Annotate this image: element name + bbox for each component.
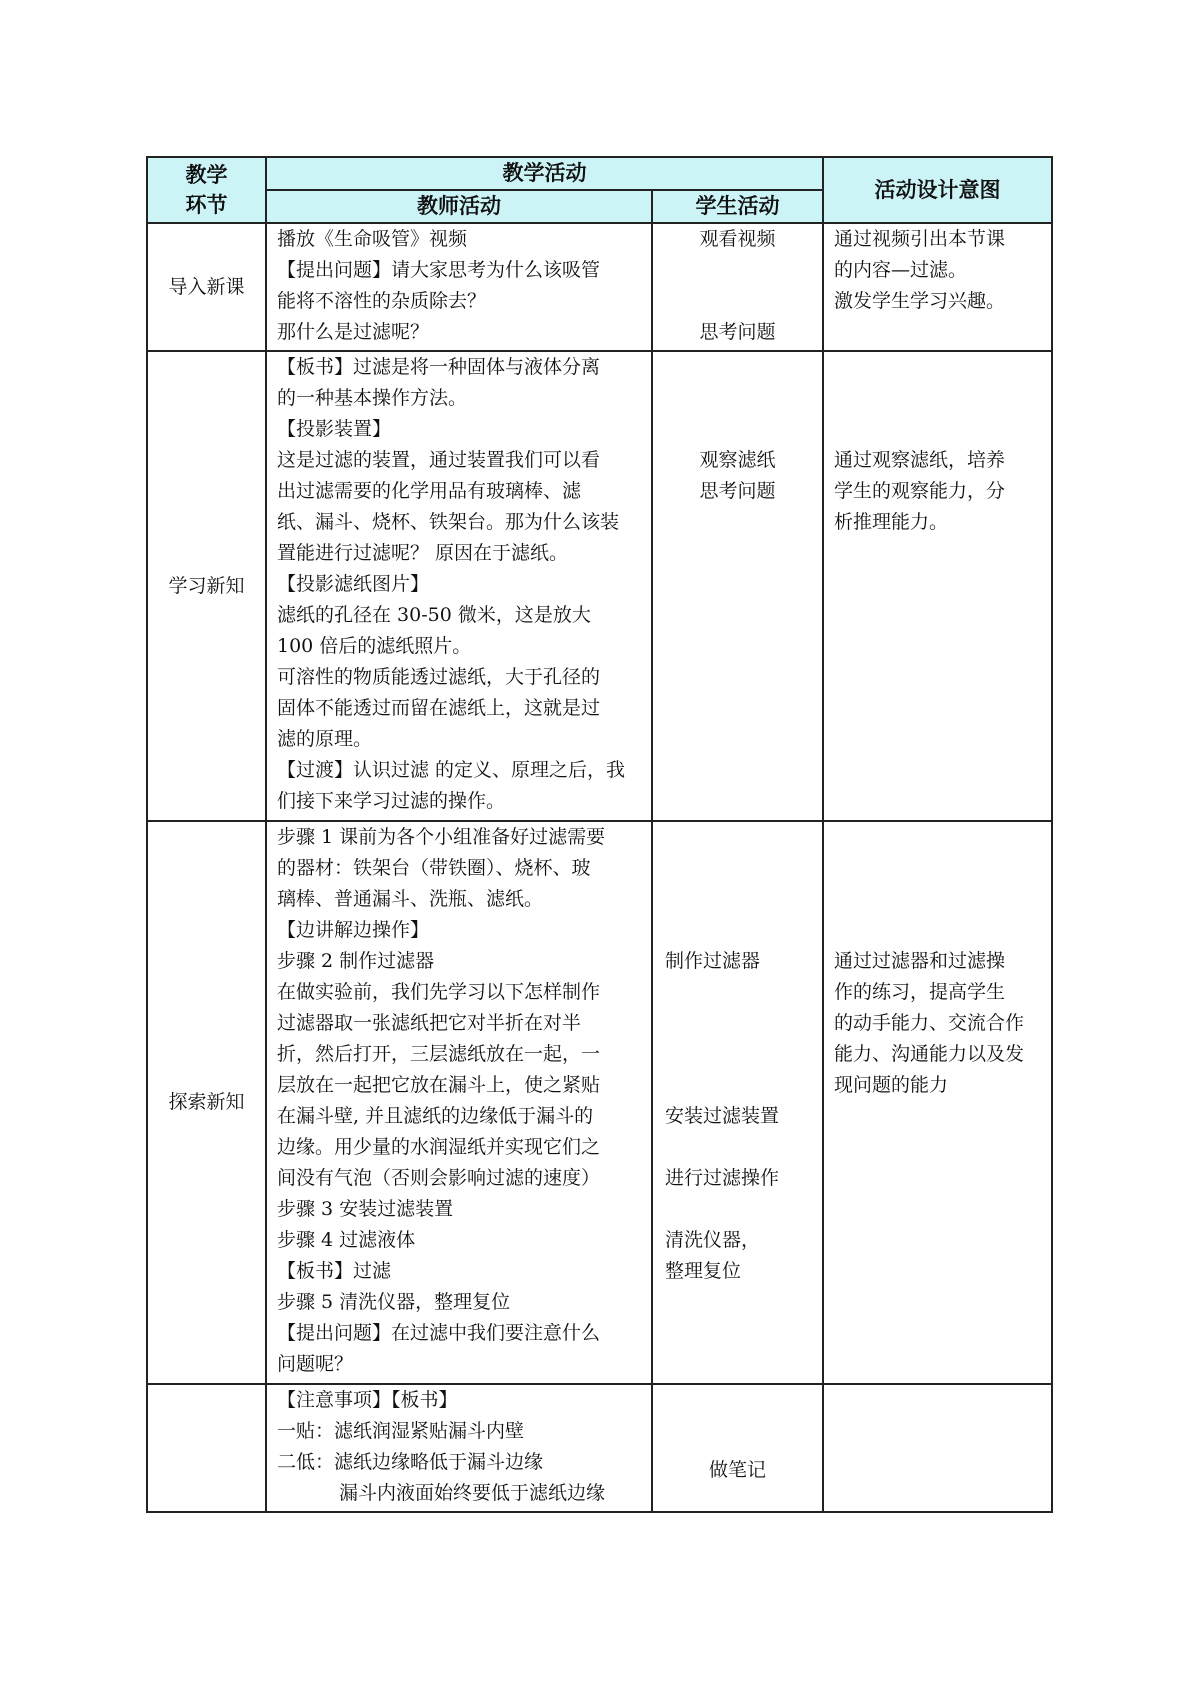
teacher-line: 一贴：滤纸润湿紧贴漏斗内壁 [277,1420,525,1442]
student-cell [652,821,823,1384]
teacher-line: 步骤 4 过滤液体 [277,1229,416,1251]
header-section-line-2: 环节 [185,193,228,217]
teacher-cell [266,351,652,821]
student-line: 做笔记 [708,1459,766,1481]
spacer [665,977,818,1008]
spacer [665,884,818,915]
teacher-cell [266,1384,652,1512]
teacher-line: 二低：滤纸边缘略低于漏斗边缘 [277,1451,544,1473]
spacer [834,915,1043,946]
spacer [657,1416,818,1447]
teacher-line: 步骤 1 课前为各个小组准备好过滤需要 [277,826,606,848]
teacher-line: 层放在一起把它放在漏斗上，使之紧贴 [277,1074,601,1096]
spacer [665,822,818,853]
purpose-line: 学生的观察能力，分 [834,480,1006,502]
purpose-line: 通过过滤器和过滤操 [834,950,1006,972]
teacher-cell [266,223,652,351]
purpose-cell [823,351,1052,821]
spacer [665,853,818,884]
teacher-line: 播放《生命吸管》视频 [277,228,468,250]
teacher-line: 间没有气泡（否则会影响过滤的速度） [277,1167,601,1189]
teacher-line: 步骤 3 安装过滤装置 [277,1198,454,1220]
teacher-line: 滤纸的孔径在 30-50 微米，这是放大 [277,604,591,626]
teacher-line: 边缘。用少量的水润湿纸并实现它们之 [277,1136,601,1158]
purpose-cell [823,1384,1052,1512]
teacher-line: 这是过滤的装置，通过装置我们可以看 [277,449,601,471]
spacer [834,352,1043,383]
spacer [834,383,1043,414]
section-cell [147,1384,266,1512]
teacher-line: 璃棒、普通漏斗、洗瓶、滤纸。 [277,888,544,910]
spacer [657,286,818,317]
teacher-line: 的一种基本操作方法。 [277,387,468,409]
lesson-plan-table-wrapper [146,156,1053,1513]
teacher-line: 【提出问题】在过滤中我们要注意什么 [277,1322,601,1344]
student-line: 清洗仪器， [665,1229,761,1251]
teacher-cell [266,821,652,1384]
purpose-line: 激发学生学习兴趣。 [834,290,1006,312]
student-cell [652,351,823,821]
student-line: 思考问题 [699,480,776,502]
purpose-cell [823,223,1052,351]
student-line: 制作过滤器 [665,950,761,972]
student-line: 整理复位 [665,1260,742,1282]
teacher-line: 【过渡】认识过滤 的定义、原理之后，我 [277,759,626,781]
teacher-line: 步骤 2 制作过滤器 [277,950,435,972]
teacher-line: 那什么是过滤呢？ [277,321,430,343]
lesson-plan-table [146,156,1053,1513]
spacer [665,1194,818,1225]
purpose-line: 的内容—过滤。 [834,259,968,281]
purpose-line: 通过视频引出本节课 [834,228,1006,250]
teacher-line: 【提出问题】请大家思考为什么该吸管 [277,259,601,281]
spacer [834,822,1043,853]
purpose-line: 能力、沟通能力以及发 [834,1043,1025,1065]
teacher-line: 在做实验前，我们先学习以下怎样制作 [277,981,601,1003]
teacher-line: 问题呢？ [277,1353,354,1375]
teacher-line: 【投影装置】 [277,418,392,440]
student-line: 进行过滤操作 [665,1167,780,1189]
student-line: 安装过滤装置 [665,1105,780,1127]
teacher-line: 【边讲解边操作】 [277,919,430,941]
spacer [834,414,1043,445]
spacer [665,915,818,946]
teacher-line: 置能进行过滤呢？ 原因在于滤纸。 [277,542,569,564]
spacer [834,853,1043,884]
header-section [147,157,266,223]
spacer [665,1008,818,1039]
header-teacher: 教师活动 [266,190,652,223]
student-line: 观看视频 [699,228,776,250]
teacher-line: 出过滤需要的化学用品有玻璃棒、滤 [277,480,582,502]
purpose-line: 析推理能力。 [834,511,949,533]
teacher-line: 纸、漏斗、烧杯、铁架台。那为什么该装 [277,511,620,533]
student-line: 观察滤纸 [699,449,776,471]
section-cell: 探索新知 [147,821,266,1384]
purpose-line: 通过观察滤纸，培养 [834,449,1006,471]
student-cell [652,223,823,351]
teacher-line: 步骤 5 清洗仪器，整理复位 [277,1291,511,1313]
teacher-line: 【板书】过滤 [277,1260,392,1282]
purpose-line: 的动手能力、交流合作 [834,1012,1025,1034]
teacher-line: 漏斗内液面始终要低于滤纸边缘 [339,1482,606,1504]
section-cell: 导入新课 [147,223,266,351]
header-purpose: 活动设计意图 [823,157,1052,223]
student-cell [652,1384,823,1512]
teacher-line: 【投影滤纸图片】 [277,573,430,595]
teacher-line: 100 倍后的滤纸照片。 [277,635,472,657]
header-section-line-1: 教学 [185,163,228,187]
teacher-line: 的器材：铁架台（带铁圈）、烧杯、玻 [277,857,591,879]
spacer [657,1385,818,1416]
spacer [657,383,818,414]
student-line: 思考问题 [699,321,776,343]
spacer [657,255,818,286]
header-student: 学生活动 [652,190,823,223]
teacher-line: 们接下来学习过滤的操作。 [277,790,506,812]
spacer [657,414,818,445]
spacer [665,1039,818,1070]
teacher-line: 折，然后打开，三层滤纸放在一起，一 [277,1043,601,1065]
section-cell: 学习新知 [147,351,266,821]
teacher-line: 滤的原理。 [277,728,373,750]
teacher-line: 在漏斗壁, 并且滤纸的边缘低于漏斗的 [277,1105,594,1127]
spacer [834,884,1043,915]
teacher-line: 【注意事项】【板书】 [277,1389,458,1411]
teacher-line: 过滤器取一张滤纸把它对半折在对半 [277,1012,582,1034]
spacer [657,352,818,383]
teacher-line: 可溶性的物质能透过滤纸，大于孔径的 [277,666,601,688]
header-activities: 教学活动 [266,157,823,190]
purpose-line: 作的练习，提高学生 [834,981,1006,1003]
spacer [665,1132,818,1163]
purpose-line: 现问题的能力 [834,1074,949,1096]
spacer [665,1070,818,1101]
purpose-cell [823,821,1052,1384]
teacher-line: 【板书】过滤是将一种固体与液体分离 [277,356,601,378]
teacher-line: 能将不溶性的杂质除去？ [277,290,487,312]
teacher-line: 固体不能透过而留在滤纸上，这就是过 [277,697,601,719]
